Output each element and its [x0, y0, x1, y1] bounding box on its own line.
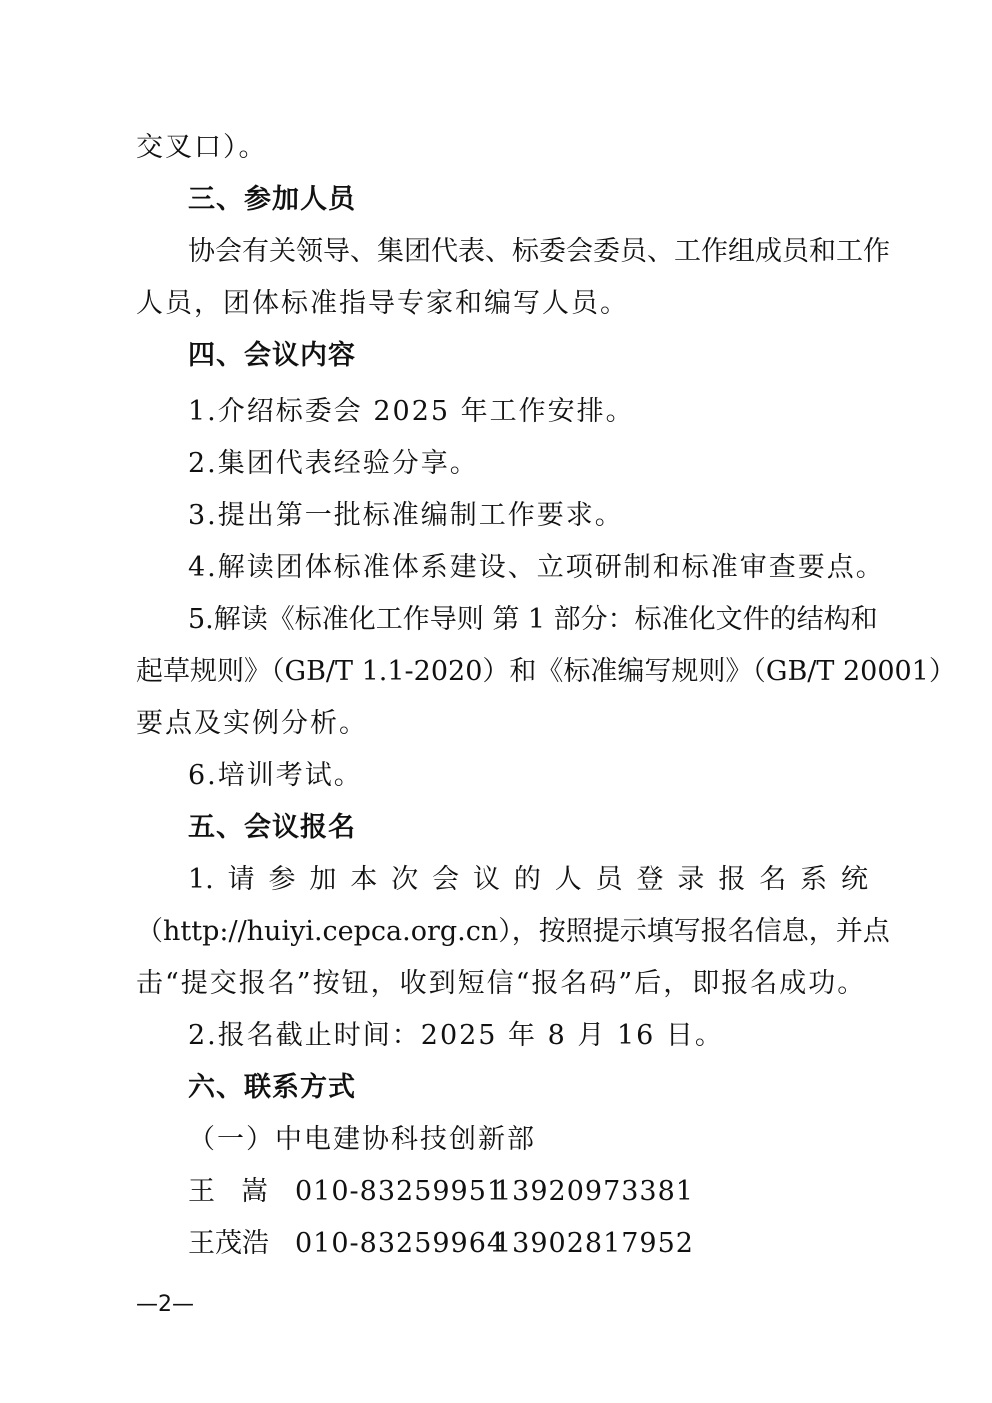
agenda-item-5-line-1: 5.解读《标准化工作导则 第 1 部分：标准化文件的结构和 — [188, 604, 878, 635]
contact-department: （一）中电建协科技创新部 — [188, 1124, 536, 1155]
section-heading-registration: 五、会议报名 — [188, 812, 356, 843]
registration-text-line-2: （http://huiyi.cepca.org.cn），按照提示填写报名信息，并点 — [136, 916, 890, 947]
agenda-item-5-line-3: 要点及实例分析。 — [136, 708, 368, 739]
registration-text-line-1: 1.请参加本次会议的人员登录报名系统 — [188, 864, 868, 895]
section-heading-attendees: 三、参加人员 — [188, 184, 356, 215]
attendees-text-line-1: 协会有关领导、集团代表、标委会委员、工作组成员和工作 — [188, 236, 890, 267]
contact-name: 王嵩 — [188, 1176, 294, 1207]
section-heading-agenda: 四、会议内容 — [188, 340, 356, 371]
continuation-text: 交叉口）。 — [136, 132, 268, 163]
attendees-text-line-2: 人员，团体标准指导专家和编写人员。 — [136, 288, 629, 319]
agenda-item-3: 3.提出第一批标准编制工作要求。 — [188, 500, 624, 531]
registration-text-line-3: 击“提交报名”按钮，收到短信“报名码”后，即报名成功。 — [136, 968, 867, 999]
agenda-item-1: 1.介绍标委会 2025 年工作安排。 — [188, 396, 635, 427]
contact-name: 王茂浩 — [188, 1228, 269, 1259]
contact-phone: 010-83259964 — [295, 1228, 506, 1259]
contact-phone: 010-83259951 — [295, 1176, 506, 1207]
agenda-item-2: 2.集团代表经验分享。 — [188, 448, 479, 479]
contact-mobile: 13902817952 — [494, 1228, 694, 1259]
registration-deadline: 2.报名截止时间：2025 年 8 月 16 日。 — [188, 1020, 724, 1051]
agenda-item-6: 6.培训考试。 — [188, 760, 363, 791]
page-number: —2— — [136, 1292, 194, 1317]
agenda-item-5-line-2: 起草规则》（GB/T 1.1-2020）和《标准编写规则》（GB/T 20001） — [136, 656, 956, 687]
agenda-item-4: 4.解读团体标准体系建设、立项研制和标准审查要点。 — [188, 552, 885, 583]
section-heading-contact: 六、联系方式 — [188, 1072, 356, 1103]
contact-mobile: 13920973381 — [494, 1176, 694, 1207]
